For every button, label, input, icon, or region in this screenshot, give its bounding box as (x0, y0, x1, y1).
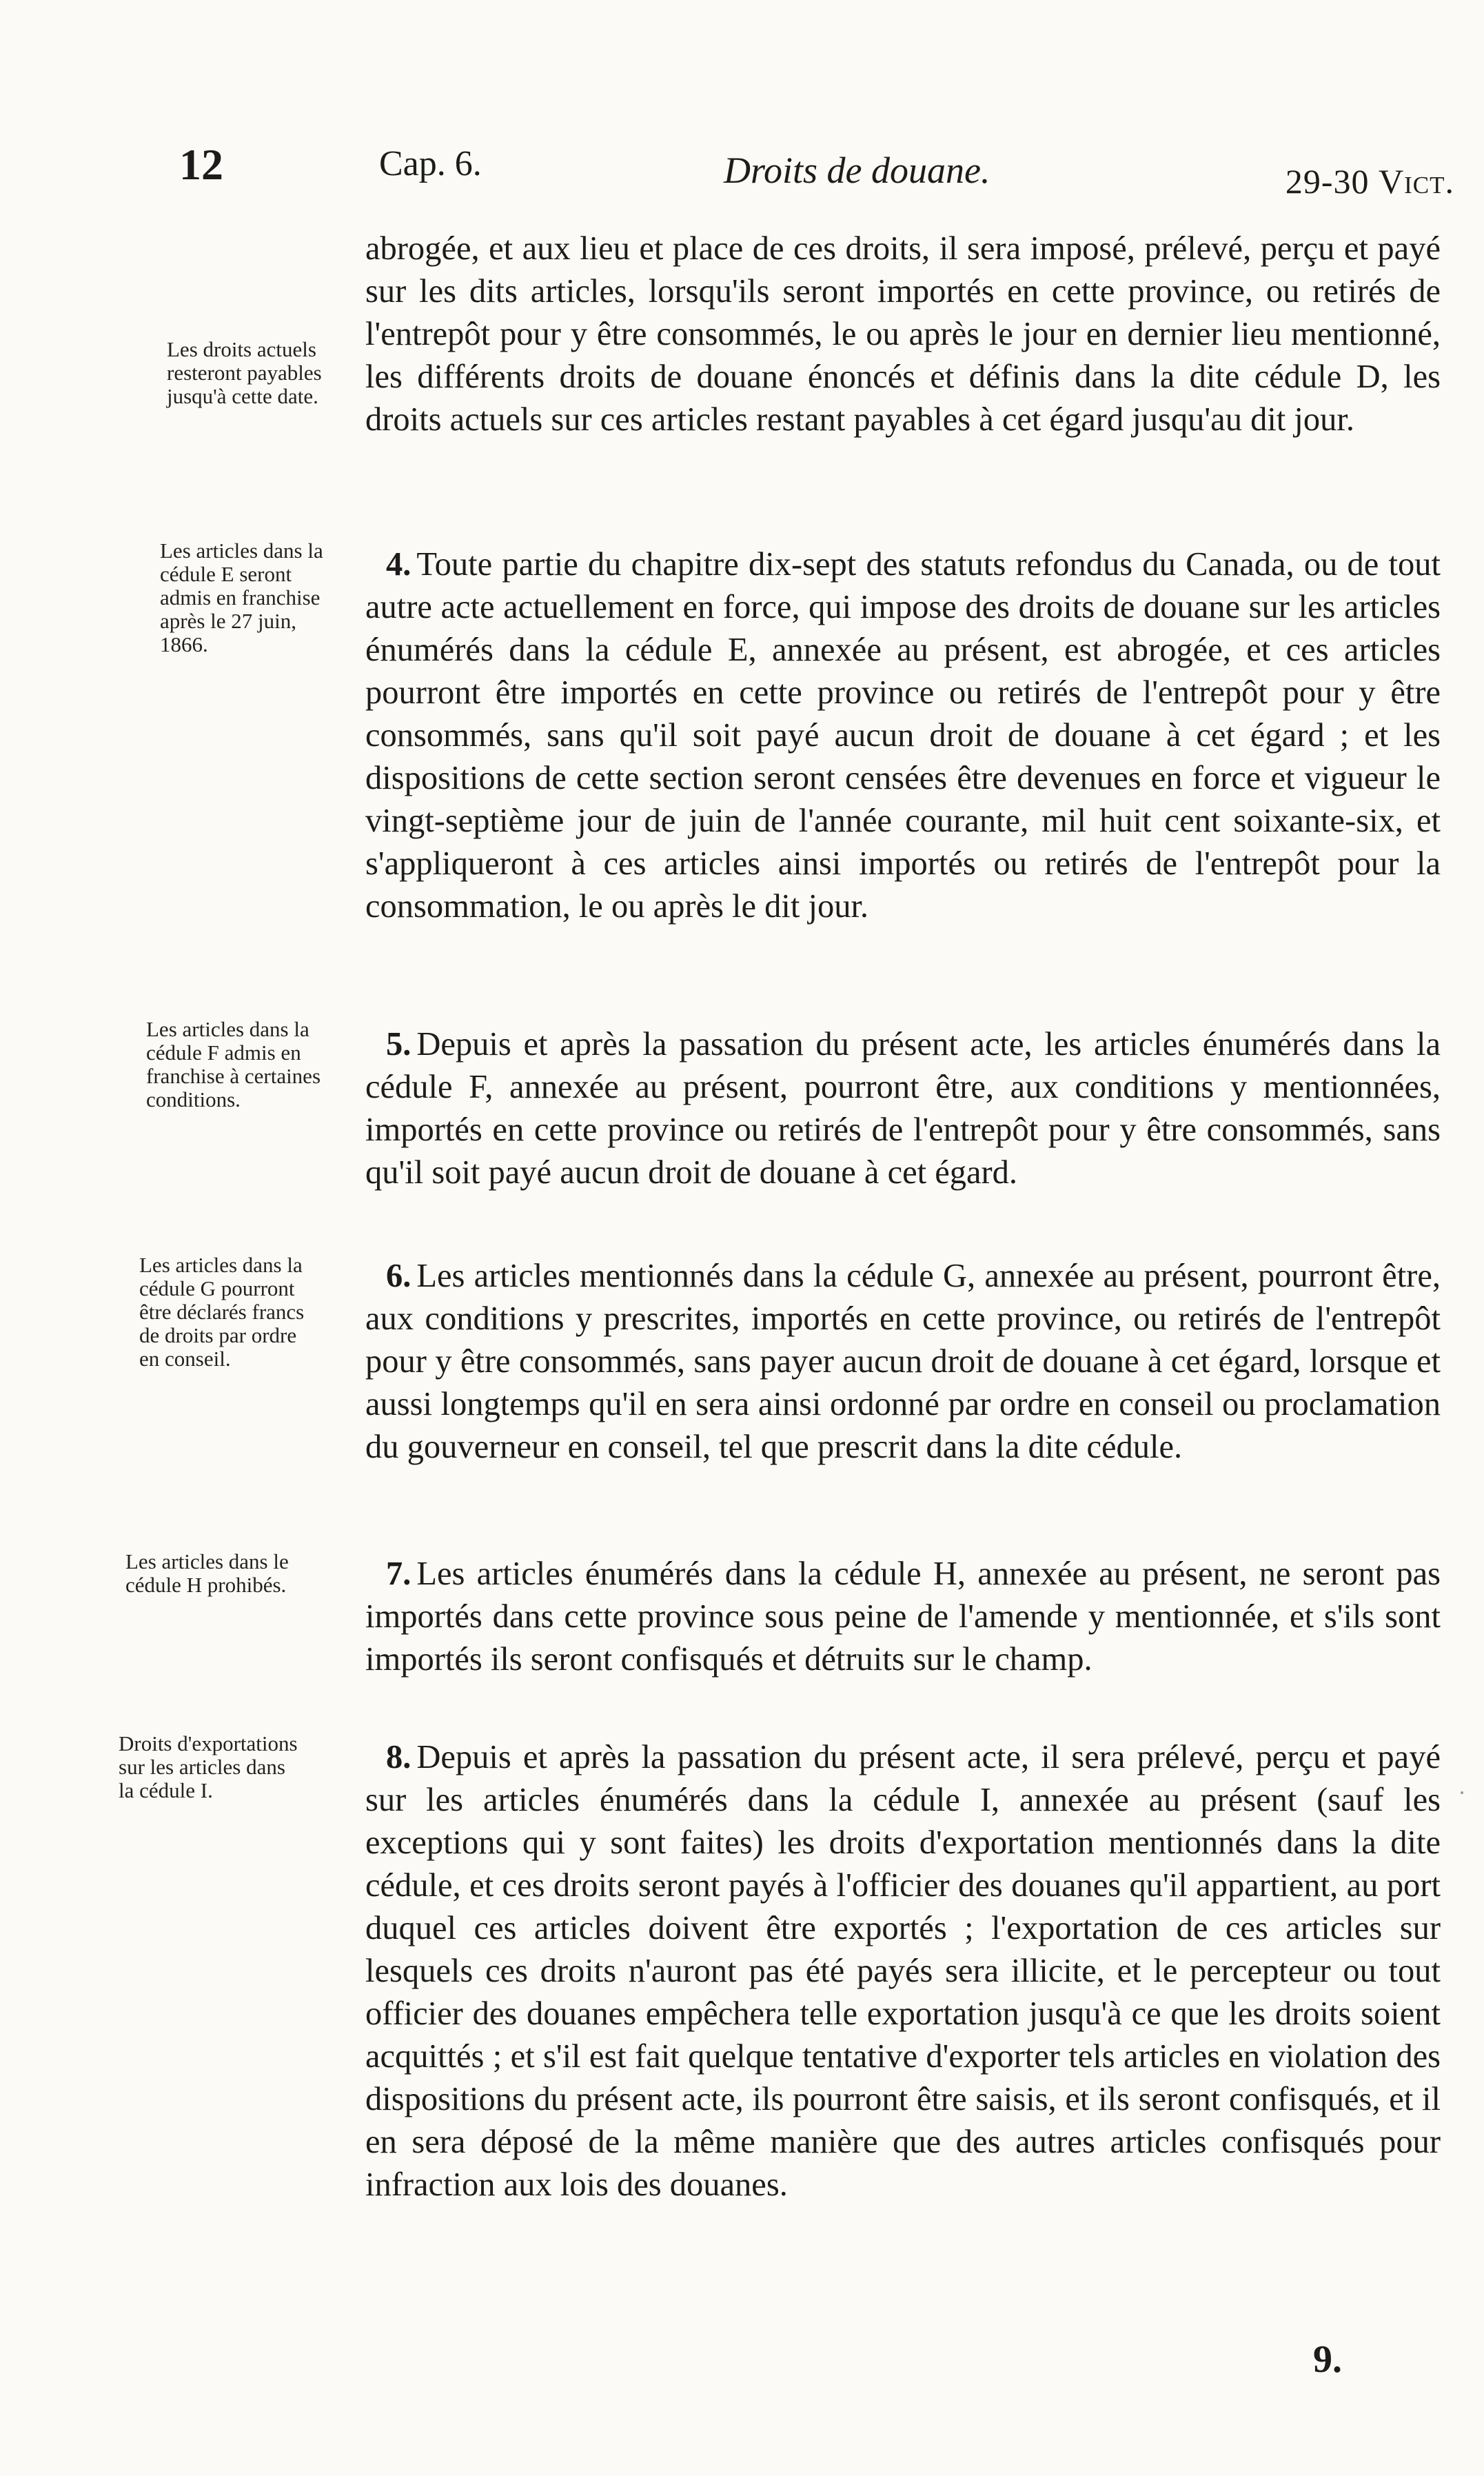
section-number: 8. (386, 1739, 411, 1775)
section-text: Depuis et après la passation du présent acte, il sera prélevé, perçu et payé sur les articles énumérés dans la cédule I, annexée au présent (sauf les exceptions qui y sont faites) les droits d'exportation mentionnés dans la dite cédule, et ces droits seront payés à l'officier des douanes qu'il appartient, au port duquel ces articles doivent être exportés ; l'exportation de ces articles sur lesquels ces droits n'auront pas été payés sera illicite, et le percepteur ou tout officier des douanes empêchera telle exportation jusqu'à ce que les droits soient acquittés ; et s'il est fait quelque tentative d'exporter tels articles en violation des dispositions du présent acte, ils pourront être saisis, et ils seront confisqués, et il en sera déposé de la même manière que des autres articles confisqués pour infraction aux lois des douanes. (365, 1739, 1441, 2203)
running-header (172, 131, 1454, 201)
section-8 (365, 1736, 1441, 2206)
marginal-note-2: Les articles dans la cédule E seront admis en franchise après le 27 juin, 1866. (160, 539, 323, 656)
regnal-year-number: 29-30 (1285, 162, 1379, 201)
section-text: Toute partie du chapitre dix-sept des statuts refondus du Canada, ou de tout autre acte actuellement en force, qui impose des droits de douane sur les articles énumérés dans la cédule E, annexée au présent, est abrogée, et ces articles pourront être importés en cette province ou retirés de l'entrepôt pour y être consommés, sans qu'il soit payé aucun droit de douane à cet égard ; et les dispositions de cette section seront censées être devenues en force et vigueur le vingt-septième jour de juin de l'année courante, mil huit cent soixante-six, et s'appliqueront à ces articles ainsi importés ou retirés de l'entrepôt pour la consommation, le ou après le dit jour. (365, 546, 1441, 925)
section-text: Les articles mentionnés dans la cédule G, annexée au présent, pourront être, aux conditions y prescrites, importés en cette province, ou retirés de l'entrepôt pour y être consommés, sans payer aucun droit de douane à cet égard, lorsque et aussi longtemps qu'il en sera ainsi ordonné par ordre en conseil ou proclamation du gouverneur en conseil, tel que prescrit dans la dite cédule. (365, 1258, 1441, 1465)
marginal-note-4: Les articles dans la cédule G pourront être déclarés francs de droits par ordre en conseil. (139, 1253, 305, 1371)
section-6 (365, 1255, 1441, 1469)
section-4 (365, 543, 1441, 928)
chapter-label: Cap. 6. (379, 144, 482, 183)
running-title: Droits de douane. (724, 150, 990, 191)
regnal-year (1285, 161, 1454, 201)
section-number: 5. (386, 1026, 411, 1063)
section-number: 6. (386, 1258, 411, 1294)
section-text: Les articles énumérés dans la cédule H, annexée au présent, ne seront pas importés dans cette province sous peine de l'amende y mentionnée, et s'ils sont importés ils seront confisqués et détruits sur le champ. (365, 1556, 1441, 1678)
continuation-paragraph: abrogée, et aux lieu et place de ces droits, il sera imposé, prélevé, perçu et payé sur les dits articles, lorsqu'ils seront importés en cette province, ou retirés de l'entrepôt pour y être consommés, le ou après le jour en dernier lieu mentionné, les différents droits de douane énoncés et définis dans la dite cédule D, les droits actuels sur ces articles restant payables à cet égard jusqu'au dit jour. (365, 230, 1441, 438)
marginal-note-3: Les articles dans la cédule F admis en franchise à certaines conditions. (146, 1017, 321, 1111)
section-number: 4. (386, 546, 411, 583)
catchword: 9. (1313, 2338, 1342, 2381)
section-5 (365, 1023, 1441, 1194)
section-7 (365, 1553, 1441, 1681)
marginal-note-6: Droits d'exportations sur les articles dans la cédule I. (119, 1731, 298, 1802)
marginal-note-1: Les droits actuels resteront payables jusqu'à cette date. (167, 337, 322, 408)
section-number: 7. (386, 1556, 411, 1592)
margin-speck (1461, 1791, 1463, 1794)
marginal-note-5: Les articles dans le cédule H prohibés. (125, 1549, 289, 1597)
page-number: 12 (179, 140, 223, 189)
section-text: Depuis et après la passation du présent acte, les articles énumérés dans la cédule F, annexée au présent, pourront être, aux conditions y mentionnées, importés en cette province ou retirés de l'entrepôt pour y être consommés, sans qu'il soit payé aucun droit de douane à cet égard. (365, 1026, 1441, 1191)
regnal-year-sovereign: Vict. (1379, 162, 1454, 201)
